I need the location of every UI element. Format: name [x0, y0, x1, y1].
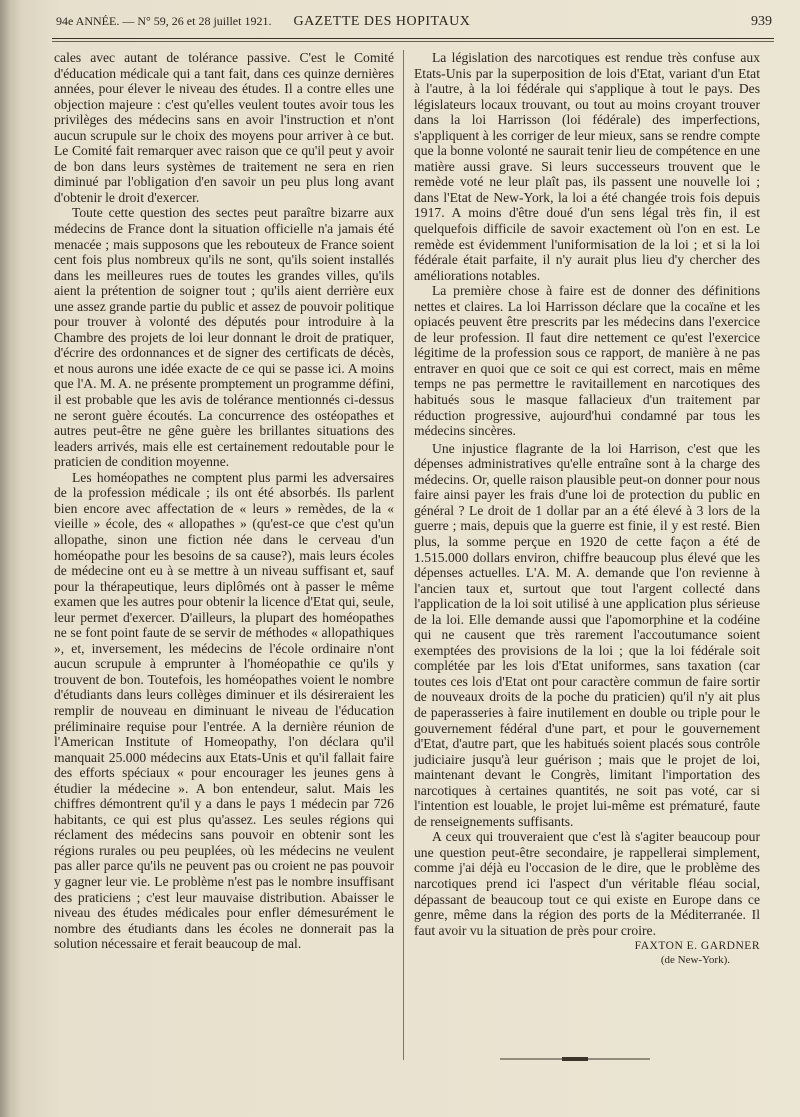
paragraph: La législation des narcotiques est rendue très confuse aux Etats-Unis par la superposition de lois d'Etat, variant d'un Etat à l'autre, à la loi fédérale qui s'applique à tout le pays. Des législateurs locaux trouvant, ou tout au moins croyant trouver dans la loi Harrisson (loi fédérale) des imperfections, s'appliquent à les corriger de leur mieux, sans se rendre compte que la bonne volonté ne saurait tenir lieu de compétence en une matière aussi grave. Si leurs successeurs trouvent que le remède voté ne leur plaît pas, ils passent une nouvelle loi ; dans l'Etat de New-York, la loi a été changée trois fois depuis 1917. A moins d'être doué d'un sens légal très fin, il est quelquefois difficile de savoir exactement où l'on en est. Le remède est évidemment l'uniformisation de la loi ; et si la loi fédérale était parfaite, il n'y aurait plus lieu d'y chercher des améliorations notables. [414, 50, 760, 283]
right-column [414, 50, 760, 969]
header-rule [52, 38, 774, 39]
paragraph: cales avec autant de tolérance passive. C'est le Comité d'éducation médicale qui a tant fait, dans ces quinze dernières années, pour élever le niveau des études. Il a contre elles une objection majeure : c'est qu'elles veulent toutes avoir tous les privilèges des médecins sans en avoir l'instruction et n'ont aucun scrupule sur le choix des moyens pour arriver à ce but. Le Comité fait remarquer avec raison que ce qu'il peut y avoir de bon dans leurs systèmes de traitement ne sera en rien diminué par l'obligation d'en savoir un peu plus long avant d'obtenir le droit d'exercer. [54, 50, 394, 205]
end-ornament [500, 1056, 650, 1062]
author-name: FAXTON E. GARDNER [634, 940, 760, 953]
paragraph: Toute cette question des sectes peut paraître bizarre aux médecins de France dont la situation officielle n'a jamais été menacée ; mais supposons que les rebouteux de France soient cent fois plus nombreux qu'ils ne sont, qu'ils soient installés dans les meilleures rues de toutes les grandes villes, qu'ils aient la prétention de soigner tout ; qu'ils aient derrière eux une assez grande partie du public et assez de pouvoir politique pour trouver à volonté des députés pour introduire à la Chambre des projets de loi leur donnant le droit de pratiquer, d'écrire des ordonnances et de signer des certificats de décès, et nous aurons une idée exacte de ce qui se passe ici. A moins que l'A. M. A. ne présente promptement un programme défini, il est probable que les avis de tolérance mentionnés ci-dessus ne seront guère écoutés. La concurrence des ostéopathes et autres peut-être ne gêne guère les brillantes situations des leaders arrivés, mais elle est certainement redoutable pour le praticien de condition moyenne. [54, 205, 394, 470]
issue-info: 94e ANNÉE. — N° 59, 26 et 28 juillet 1921. [56, 14, 272, 28]
running-header [56, 14, 772, 36]
page-number: 939 [751, 14, 772, 29]
paragraph: A ceux qui trouveraient que c'est là s'agiter beaucoup pour une question peut-être secondaire, je rappellerai simplement, comme j'ai déjà eu l'occasion de le dire, que le problème des narcotiques prend ici l'aspect d'un véritable fléau social, dépassant de beaucoup tout ce qui existe en Europe dans ce genre, même dans la région des ports de la Méditerranée. Il faut avoir vu la situation de près pour croire. [414, 829, 760, 938]
paragraph: Les homéopathes ne comptent plus parmi les adversaires de la profession médicale ; ils ont été absorbés. Ils parlent bien encore avec affectation de « leurs » remèdes, de la « vieille » école, des « allopathes » (qu'est-ce que c'est qu'un allopathe, sinon une fiction née dans le cerveau d'un homéopathe pour les besoins de sa cause?), mais leurs écoles de médecine ont eu à se mettre à un niveau suffisant et, sauf pour la thérapeutique, leurs diplômés ont à passer le même examen que les autres pour obtenir la licence d'Etat qui, seule, leur permet d'exercer. D'ailleurs, la plupart des homéopathes ne se font point faute de se servir de méthodes « allopathiques », et, inversement, les médecins de l'école ordinaire n'ont aucun scrupule à emprunter à l'homéopathie ce qu'ils y trouvent de bon. Toutefois, les homéopathes voient le nombre d'étudiants dans leurs collèges diminuer et ils désireraient les remplir de nouveau en diminuant le niveau de l'éducation préliminaire requise pour l'entrée. A la dernière réunion de l'American Institute of Homeopathy, l'on déclara qu'il manquait 25.000 médecins aux Etats-Unis et qu'il fallait faire des efforts spéciaux « pour encourager les jeunes gens à étudier la médecine ». A bon entendeur, salut. Mais les chiffres démontrent qu'il y a dans le pays 1 médecin par 726 habitants, ce qui est plus qu'assez. Les seules régions qui réclament des médecins sans pouvoir en obtenir sont les régions rurales ou peu peuplées, où les médecins ne veulent pas aller parce qu'ils ne peuvent pas ou croient ne pas pouvoir y gagner leur vie. Le problème n'est pas le nombre insuffisant des praticiens ; c'est leur mauvaise distribution. Abaisser le niveau des études médicales pour enfler démesurément le nombre des étudiants dans les écoles ne donnerait pas la solution nécessaire et ferait beaucoup de mal. [54, 469, 394, 952]
left-column [54, 50, 394, 952]
column-divider [403, 50, 404, 1060]
paragraph: Une injustice flagrante de la loi Harrison, c'est que les dépenses administratives qu'elle entraîne sont à la charge des médecins. Or, quelle raison plausible peut-on donner pour nous faire ainsi payer les frais d'une loi de protection du public en général ? Le droit de 1 dollar par an a été élevé à 3 lors de la guerre ; mais, depuis que la guerre est finie, il y est resté. Bien plus, la somme perçue en 1920 de cette façon a été de 1.515.000 dollars environ, chiffre beaucoup plus élevé que les dépenses actuelles. L'A. M. A. demande que l'on revienne à l'ancien taux et, surtout que tout l'argent collecté dans l'application de la loi soit utilisé à une application plus sérieuse de la loi. Elle demande aussi que l'apomorphine et la codéine qui ne causent que très rarement l'accoutumance soient exemptées des provisions de la loi ; que la loi fédérale soit complétée par les lois d'Etat uniformes, sans taxation (car toutes ces lois d'Etat ont pour caractère commun de faire sortir de nouveaux droits de la poche du praticien) qu'il n'y ait plus de paperasseries à faire inutilement en double ou triple pour le gouvernement fédéral d'une part, et pour le gouvernement d'Etat, d'autre part, que les habitués soient placés sous contrôle judiciaire jusqu'à leur guérison ; mais que le projet de loi, maintenant devant le Congrès, limitant l'importation des narcotiques à certaines quantités, ne soit pas voté, car si l'intention est louable, le projet lui-même est prématuré, faute de renseignements suffisants. [414, 440, 760, 829]
author-place: (de New-York). [660, 954, 730, 967]
paragraph: La première chose à faire est de donner des définitions nettes et claires. La loi Harrisson déclare que la cocaïne et les opiacés peuvent être prescrits par les médecins dans l'exercice de leur profession. Il faut dire nettement ce qu'est l'exercice légitime de la profession sous ce rapport, de manière à ne pas entraver en quoi que ce soit ce qui est correct, mais en même temps ne pas permettre le ravitaillement en narcotiques des habitués sous le masque fallacieux d'un traitement par réduction progressive, aujourd'hui condamné par tous les médecins sincères. [414, 283, 760, 439]
journal-title: GAZETTE DES HOPITAUX [293, 14, 471, 29]
header-rule-thin [52, 41, 774, 42]
